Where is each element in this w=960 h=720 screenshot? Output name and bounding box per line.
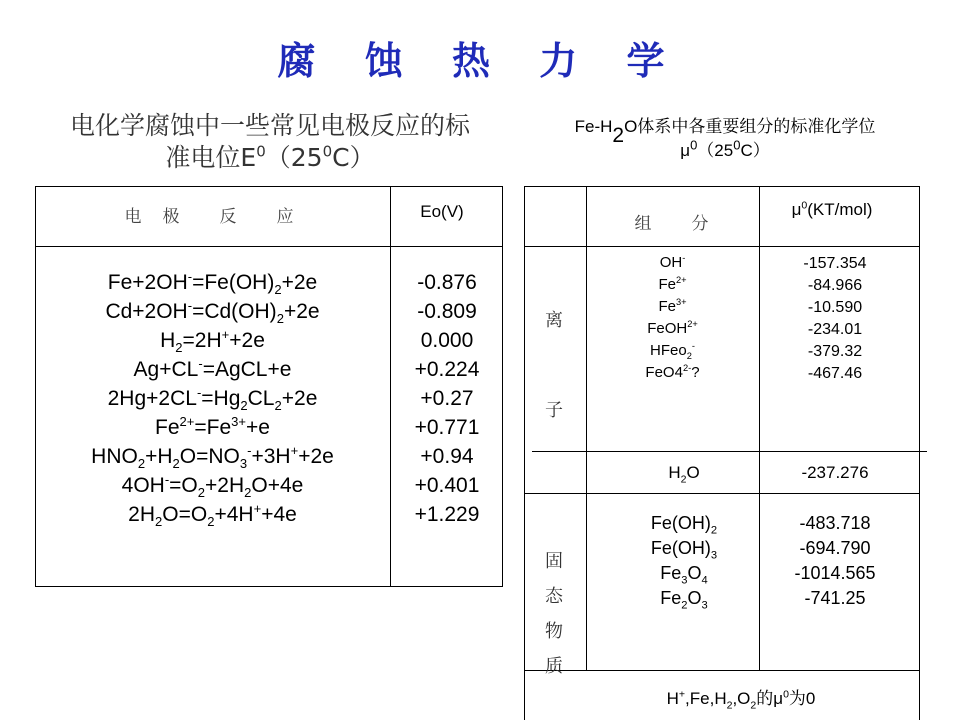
ion-value: -10.590 [807, 299, 863, 316]
potential-list [393, 268, 501, 529]
potential-value: -0.876 [417, 271, 477, 294]
potential-value: +1.229 [414, 503, 480, 526]
table2-footer-note: $H^+,Fe,H_2,O_2$的$\mu^0$为0 [666, 688, 816, 712]
ion-value: -84.966 [807, 277, 863, 294]
potential-value: +0.771 [414, 416, 480, 439]
solid-label-zhi: 质 [545, 656, 563, 677]
table1-column-divider [390, 186, 391, 587]
right-caption-line2: $\mu^0(25^0C)$ [680, 137, 770, 160]
reaction-row: $2Hg+2CL^-=Hg_2CL_2+2e$ [107, 385, 318, 414]
solid-species: $Fe(OH)_2$ [650, 513, 718, 537]
solid-species: $Fe_2O_3$ [660, 588, 708, 612]
solid-value: -741.25 [804, 588, 866, 608]
table2-header-component: 组 分 [634, 214, 711, 234]
ion-value-list [760, 253, 910, 385]
reaction-row: $Cd+2OH^-=Cd(OH)_2+2e$ [105, 298, 320, 327]
table2-header-mu: $\mu^0(KT/mol)$ [791, 199, 873, 219]
table2-left-border [524, 186, 525, 720]
reaction-row: $Fe^{2+}=Fe^{3+}+e$ [155, 414, 270, 439]
solid-species-list [586, 511, 782, 611]
ion-label-zi: 子 [545, 400, 563, 421]
reaction-row: $4OH^-=O_2+2H_2O+4e$ [121, 472, 304, 501]
solid-label-gu: 固 [545, 551, 563, 572]
reaction-row: $2H_2O=O_2+4H^++4e$ [128, 501, 297, 530]
reaction-row: $H_2=2H^++2e$ [160, 327, 265, 356]
water-value: -237.276 [801, 463, 869, 482]
ion-species: HFeo$_2$- [650, 341, 695, 361]
right-caption-line1: $Fe-H_2O$体系中各重要组分的标准化学位 [574, 117, 876, 147]
left-caption-line2: 准电位$E^0(25^0C)$ [165, 142, 375, 172]
solid-value: -483.718 [799, 513, 871, 533]
table2-right-border [919, 186, 920, 720]
right-caption [520, 115, 930, 163]
table2-top-border [524, 186, 920, 187]
ion-species: $Fe^{3+}$ [658, 297, 687, 315]
potential-value: -0.809 [417, 300, 477, 323]
table2-solid-divider [524, 670, 920, 671]
potential-value: +0.27 [420, 387, 474, 410]
water-species: $H_2O$ [668, 463, 700, 486]
solid-species: $Fe(OH)_3$ [650, 538, 718, 562]
reaction-row: $HNO_2+H_2O=NO_3^-+3H^++2e$ [91, 443, 334, 472]
table1-header-divider [35, 246, 503, 247]
table2-water-divider [524, 493, 920, 494]
ion-species: $Fe^{2+}$ [658, 275, 687, 293]
ion-value: -467.46 [807, 365, 863, 382]
ion-label-li: 离 [545, 310, 563, 331]
solid-label-wu: 物 [545, 621, 563, 642]
potential-value: +0.224 [414, 358, 480, 381]
table1-header-reaction: 电 极 反 应 [124, 207, 296, 227]
page-title: 腐 蚀 热 力 学 [277, 39, 683, 83]
solid-value-list [760, 511, 910, 611]
solid-species: $Fe_3O_4$ [660, 563, 708, 587]
solid-value: -694.790 [799, 538, 871, 558]
potential-value: 0.000 [420, 329, 474, 352]
solid-value: -1014.565 [794, 563, 876, 583]
table2-header-divider [524, 246, 920, 247]
potential-value: +0.401 [414, 474, 480, 497]
potential-value: +0.94 [420, 445, 474, 468]
ion-species: $FeO4^{2-}$? [645, 363, 700, 381]
ion-species-list [586, 252, 759, 384]
table1-header-potential: Eo(V) [420, 202, 464, 221]
ion-species: FeOH$^{2+}$ [647, 319, 698, 337]
reaction-row: Ag+CL-=AgCL+e [133, 356, 292, 381]
solid-label-tai: 态 [545, 586, 563, 607]
left-caption-line1: 电化学腐蚀中一些常见电极反应的标 [69, 111, 470, 140]
ion-value: -379.32 [807, 343, 863, 360]
ion-value: -234.01 [807, 321, 863, 338]
ion-species: OH- [659, 253, 686, 271]
table2-ion-divider [532, 451, 927, 452]
reaction-list [40, 268, 385, 529]
left-caption [40, 110, 500, 174]
reaction-row: $Fe+2OH^-=Fe(OH)_2+2e$ [107, 269, 318, 298]
ion-value: -157.354 [803, 255, 867, 272]
